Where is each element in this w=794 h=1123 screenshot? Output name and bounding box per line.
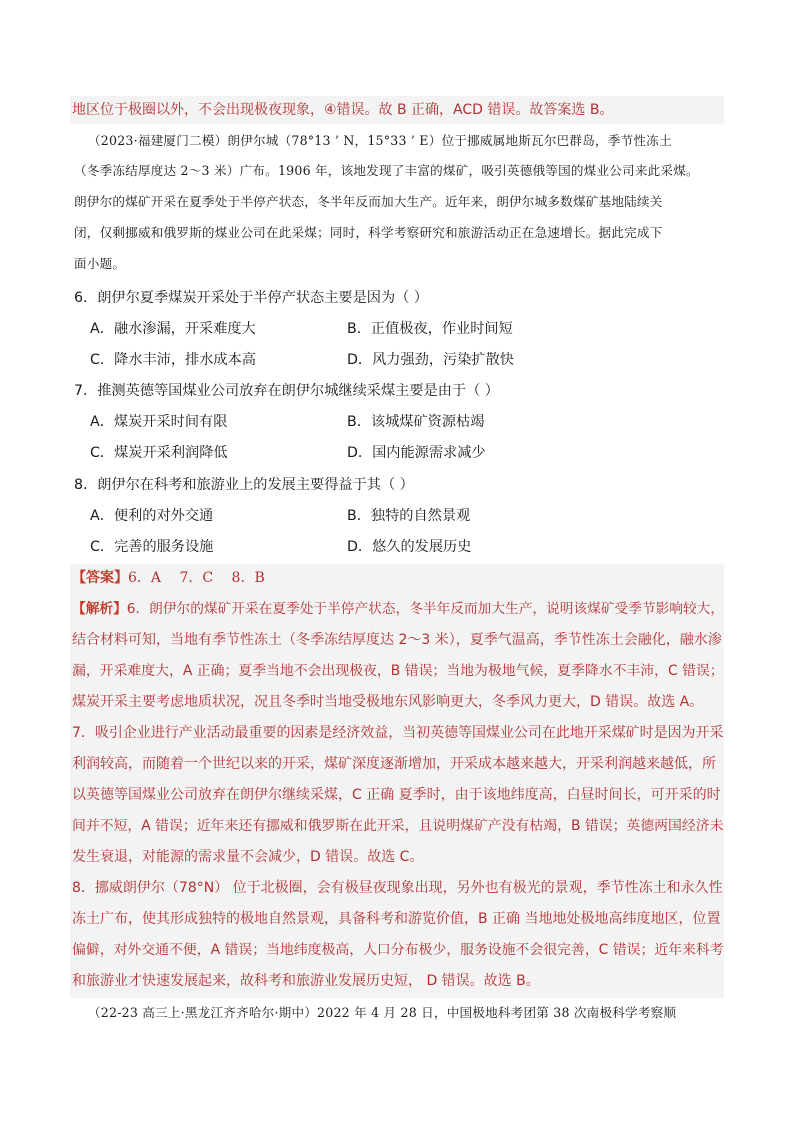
question-7-stem: 7．推测英德等国煤业公司放弃在朗伊尔城继续采煤主要是由于（ ） (74, 383, 499, 399)
analysis-line-2: 结合材料可知，当地有季节性冻土（冬季冻结厚度达 2～3 米），夏季气温高，季节性冻土会融化，融水渗 (72, 632, 722, 648)
question-6-option-c: C．降水丰沛，排水成本高 (90, 352, 256, 368)
question-8-stem: 8．朗伊尔在科考和旅游业上的发展主要得益于其（ ） (74, 477, 414, 493)
answer-values: 6．A 7．C 8．B (128, 570, 265, 586)
analysis-line-8: 间并不短，A 错误；近年来还有挪威和俄罗斯在此开采，且说明煤矿产没有枯竭，B 错误；英德两国经济未 (72, 818, 724, 834)
question-7-option-a: A．煤炭开采时间有限 (90, 414, 228, 430)
next-passage-line: （22-23 高三上·黑龙江齐齐哈尔·期中）2022 年 4 月 28 日，中国极地科考团第 38 次南极科学考察顺 (88, 1005, 677, 1020)
analysis-line-5: 7．吸引企业进行产业活动最重要的因素是经济效益，当初英德等国煤业公司在此地开采煤矿时是因为开采 (72, 725, 724, 741)
analysis-line-7: 以英德等国煤业公司放弃在朗伊尔继续采煤，C 正确 夏季时，由于该地纬度高，白昼时间长，可开采的时 (72, 787, 721, 803)
question-8-option-d: D．悠久的发展历史 (347, 539, 472, 555)
question-6-option-b: B．正值极夜，作业时间短 (347, 321, 513, 337)
analysis-text-1: 6．朗伊尔的煤矿开采在夏季处于半停产状态，冬半年反而加大生产，说明该煤矿受季节影响较大， (126, 601, 725, 617)
analysis-label: 【解析】 (72, 601, 127, 617)
passage-line-5: 面小题。 (74, 256, 126, 271)
answer-line (72, 568, 265, 588)
question-7-option-c: C．煤炭开采利润降低 (90, 445, 228, 461)
analysis-line-11: 冻土广布，使其形成独特的极地自然景观，具备科考和游览价值，B 正确 当地地处极地高纬度地区，位置 (72, 911, 721, 927)
analysis-line-13: 和旅游业才快速发展起来，故科考和旅游业发展历史短， D 错误。故选 B。 (72, 973, 540, 989)
question-7-option-b: B．该城煤矿资源枯竭 (347, 414, 485, 430)
question-8-option-a: A．便利的对外交通 (90, 508, 214, 524)
answer-label: 【答案】 (72, 570, 128, 586)
passage-line-2: （冬季冻结厚度达 2～3 米）广布。1906 年，该地发现了丰富的煤矿，吸引英德俄等国的煤业公司来此采煤。 (74, 163, 699, 178)
passage-line-4: 闭，仅剩挪威和俄罗斯的煤业公司在此采煤；同时，科学考察研究和旅游活动正在急速增长。据此完成下 (74, 225, 663, 240)
question-6-option-a: A．融水渗漏，开采难度大 (90, 321, 256, 337)
analysis-line-6: 利润较高，而随着一个世纪以来的开采，煤矿深度逐渐增加，开采成本越来越大，开采利润越来越低，所 (72, 756, 716, 772)
analysis-line-3: 漏，开采难度大，A 正确；夏季当地不会出现极夜，B 错误；当地为极地气候，夏季降水不丰沛，C 错误； (72, 663, 724, 679)
question-6-stem: 6．朗伊尔夏季煤炭开采处于半停产状态主要是因为（ ） (74, 290, 429, 306)
analysis-line-4: 煤炭开采主要考虑地质状况，况且冬季时当地受极地东风影响更大，冬季风力更大，D 错误。故选 A。 (72, 694, 704, 710)
question-6-option-d: D．风力强劲，污染扩散快 (347, 352, 514, 368)
analysis-line-9: 发生衰退，对能源的需求量不会减少，D 错误。故选 C。 (72, 849, 424, 865)
analysis-line-10: 8．挪威朗伊尔（78°N） 位于北极圈，会有极昼夜现象出现，另外也有极光的景观，季节性冻土和永久性 (72, 880, 723, 896)
analysis-line-12: 偏僻，对外交通不便，A 错误；当地纬度极高，人口分布极少，服务设施不会很完善，C 错误；近年来科考 (72, 942, 724, 958)
question-7-option-d: D．国内能源需求减少 (347, 445, 486, 461)
previous-analysis-tail: 地区位于极圈以外，不会出现极夜现象，④错误。故 B 正确，ACD 错误。故答案选 B。 (72, 102, 614, 118)
passage-line-1: （2023·福建厦门二模）朗伊尔城（78°13 ’ N，15°33 ’ E）位于挪威属地斯瓦尔巴群岛，季节性冻土 (88, 133, 672, 148)
question-8-option-c: C．完善的服务设施 (90, 539, 214, 555)
passage-line-3: 朗伊尔的煤矿开采在夏季处于半停产状态，冬半年反而加大生产。近年来，朗伊尔城多数煤矿基地陆续关 (74, 194, 663, 209)
analysis-line-1 (72, 599, 724, 619)
question-8-option-b: B．独特的自然景观 (347, 508, 471, 524)
